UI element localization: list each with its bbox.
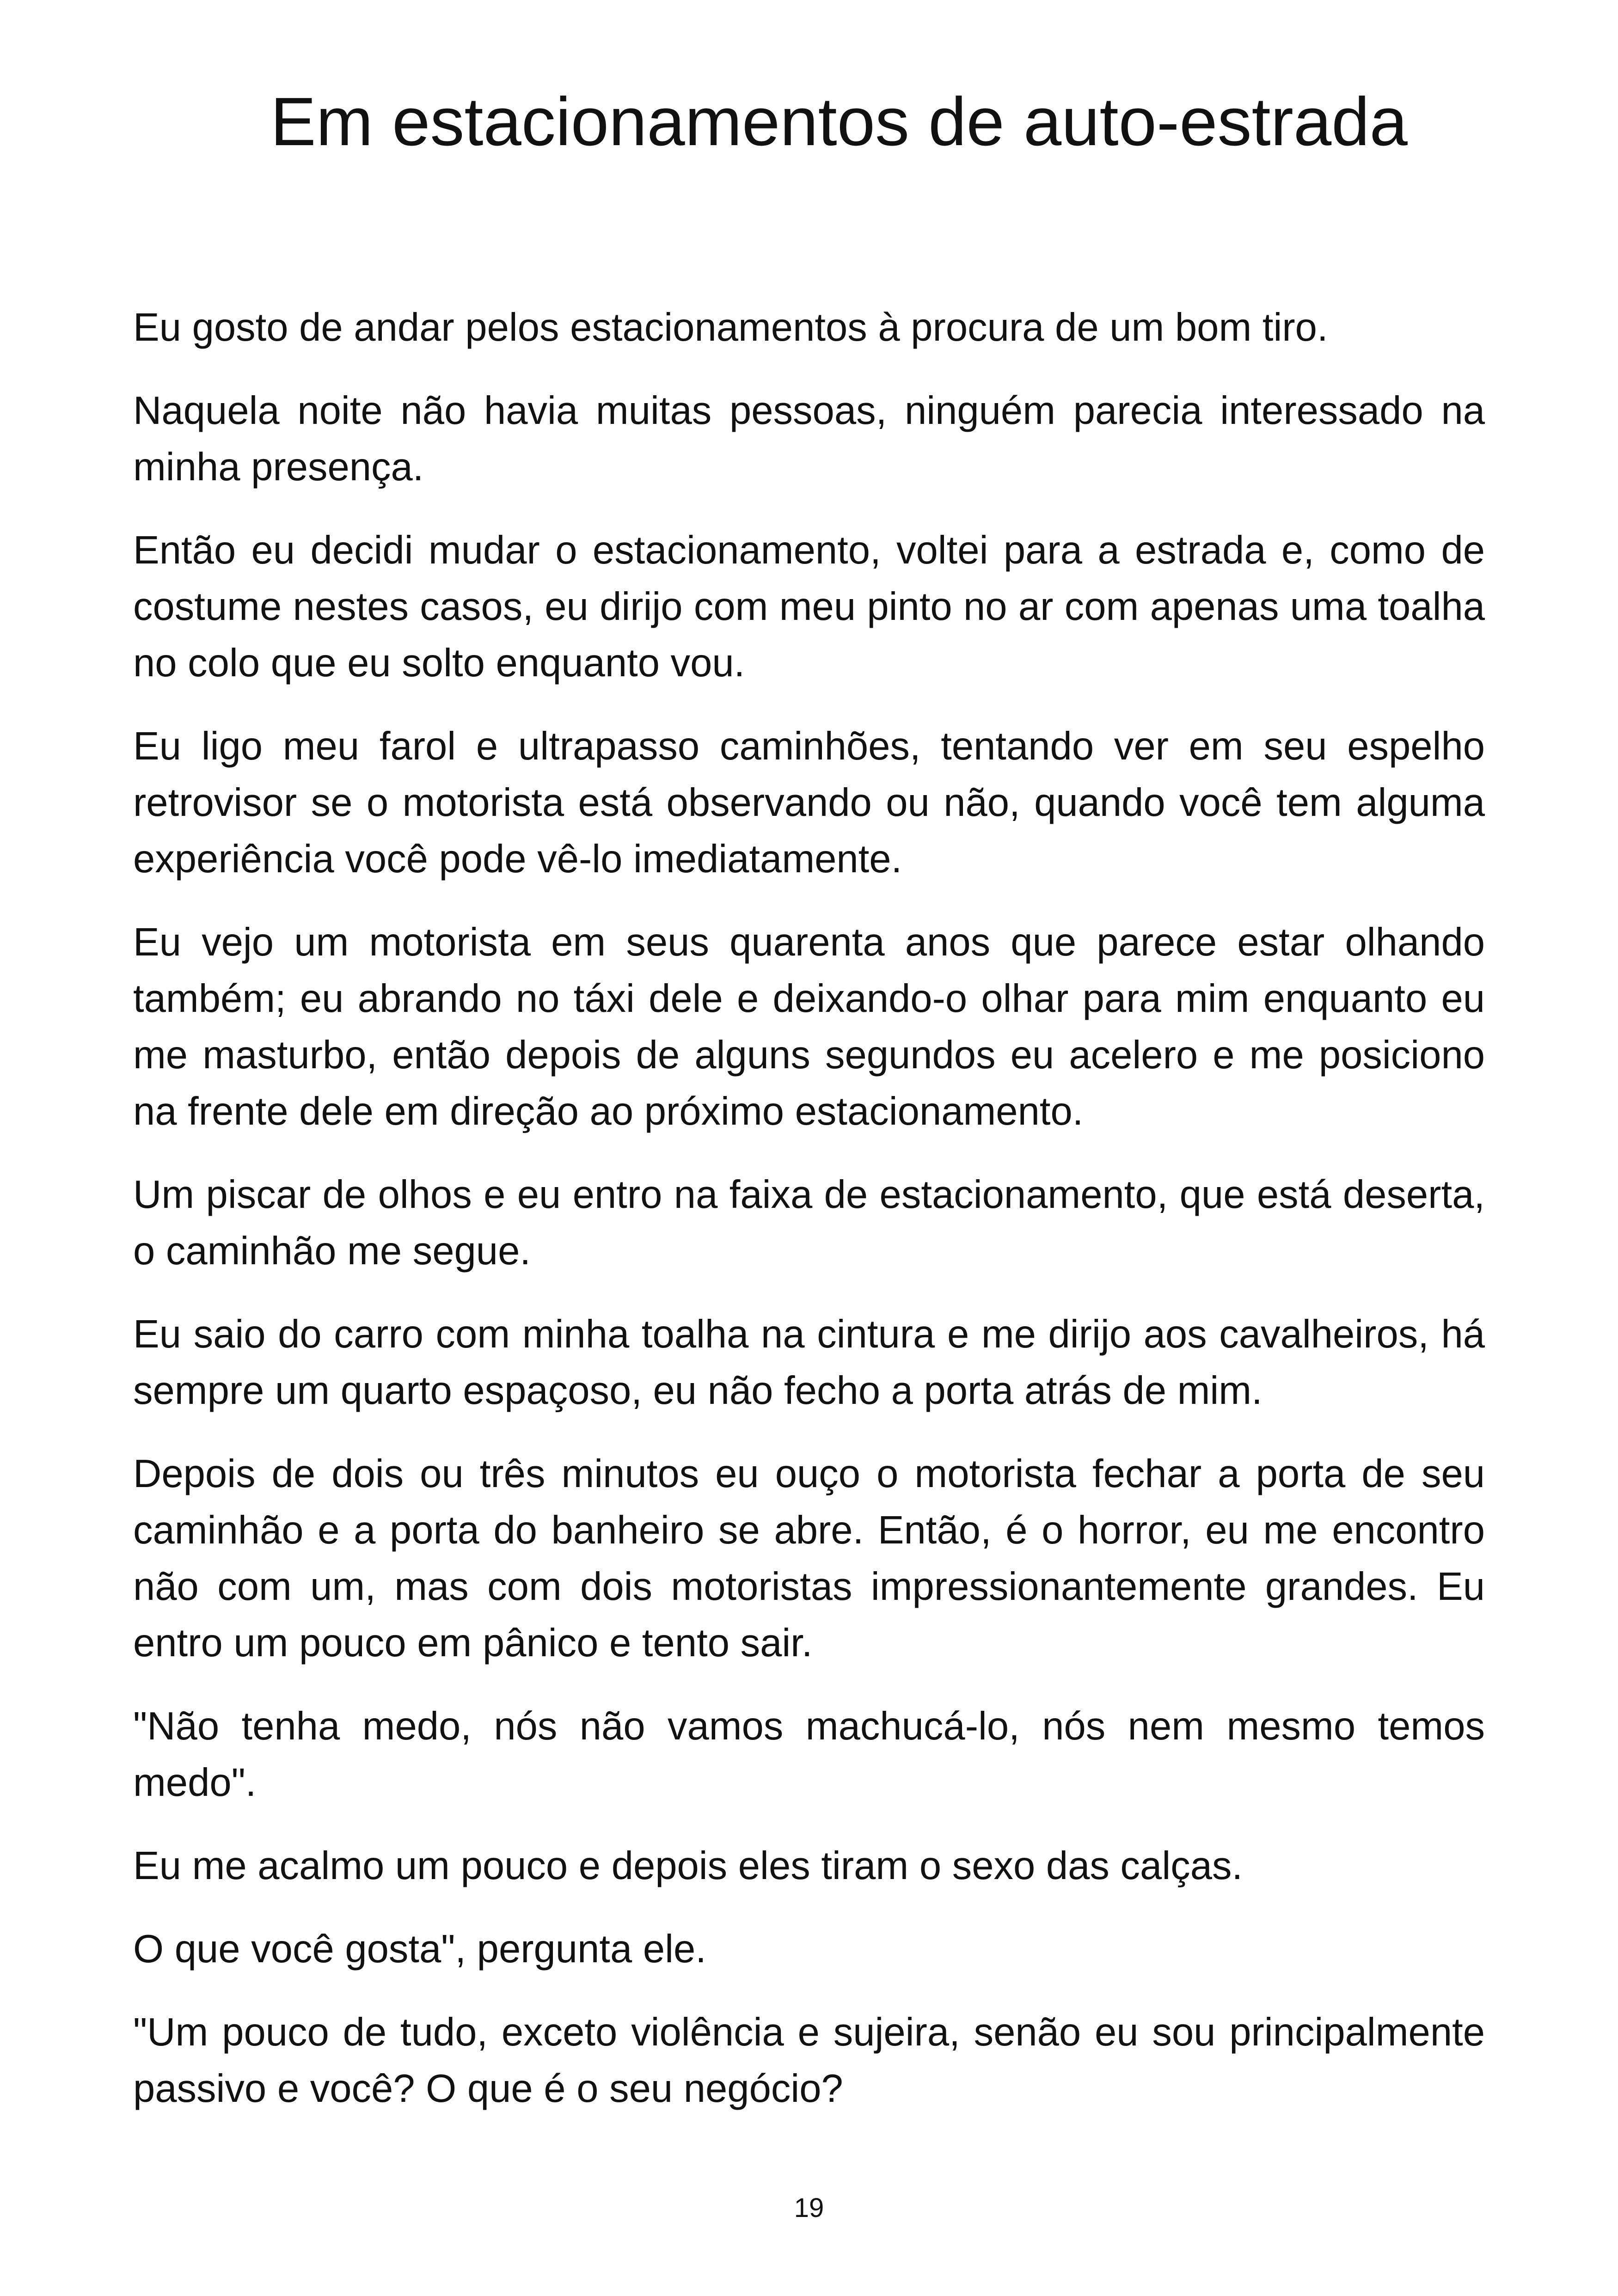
paragraph-8: Depois de dois ou três minutos eu ouço o motorista fechar a porta de seu caminhão e a porta do banheiro se abre. Então, é o horror, eu me encontro não com um, mas com dois motoristas impressionantemente grandes. Eu entro um pouco em pânico e tento sair. (133, 1452, 1485, 1665)
paragraph-9: "Não tenha medo, nós não vamos machucá-lo, nós nem mesmo temos medo". (133, 1704, 1485, 1805)
page-number: 19 (794, 2193, 824, 2223)
paragraph-2: Naquela noite não havia muitas pessoas, ninguém parecia interessado na minha presença. (133, 389, 1485, 489)
paragraph-5: Eu vejo um motorista em seus quarenta anos que parece estar olhando também; eu abrando no táxi dele e deixando-o olhar para mim enquanto eu me masturbo, então depois de alguns segundos eu acelero e me posiciono na frente dele em direção ao próximo estacionamento. (133, 920, 1485, 1133)
paragraph-6: Um piscar de olhos e eu entro na faixa de estacionamento, que está deserta, o caminhão me segue. (133, 1173, 1485, 1273)
paragraph-7: Eu saio do carro com minha toalha na cintura e me dirijo aos cavalheiros, há sempre um quarto espaçoso, eu não fecho a porta atrás de mim. (133, 1312, 1485, 1413)
paragraph-10: Eu me acalmo um pouco e depois eles tiram o sexo das calças. (133, 1844, 1243, 1888)
body-text (133, 300, 1485, 2144)
page-title: Em estacionamentos de auto-estrada (270, 84, 1408, 160)
paragraph-1: Eu gosto de andar pelos estacionamentos à procura de um bom tiro. (133, 306, 1328, 349)
paragraph-4: Eu ligo meu farol e ultrapasso caminhões, tentando ver em seu espelho retrovisor se o motorista está observando ou não, quando você tem alguma experiência você pode vê-lo imediatamente. (133, 724, 1485, 881)
paragraph-12: "Um pouco de tudo, exceto violência e sujeira, senão eu sou principalmente passivo e você? O que é o seu negócio? (133, 2010, 1485, 2111)
paragraph-3: Então eu decidi mudar o estacionamento, voltei para a estrada e, como de costume nestes casos, eu dirijo com meu pinto no ar com apenas uma toalha no colo que eu solto enquanto vou. (133, 528, 1485, 685)
paragraph-11: O que você gosta", pergunta ele. (133, 1927, 706, 1971)
